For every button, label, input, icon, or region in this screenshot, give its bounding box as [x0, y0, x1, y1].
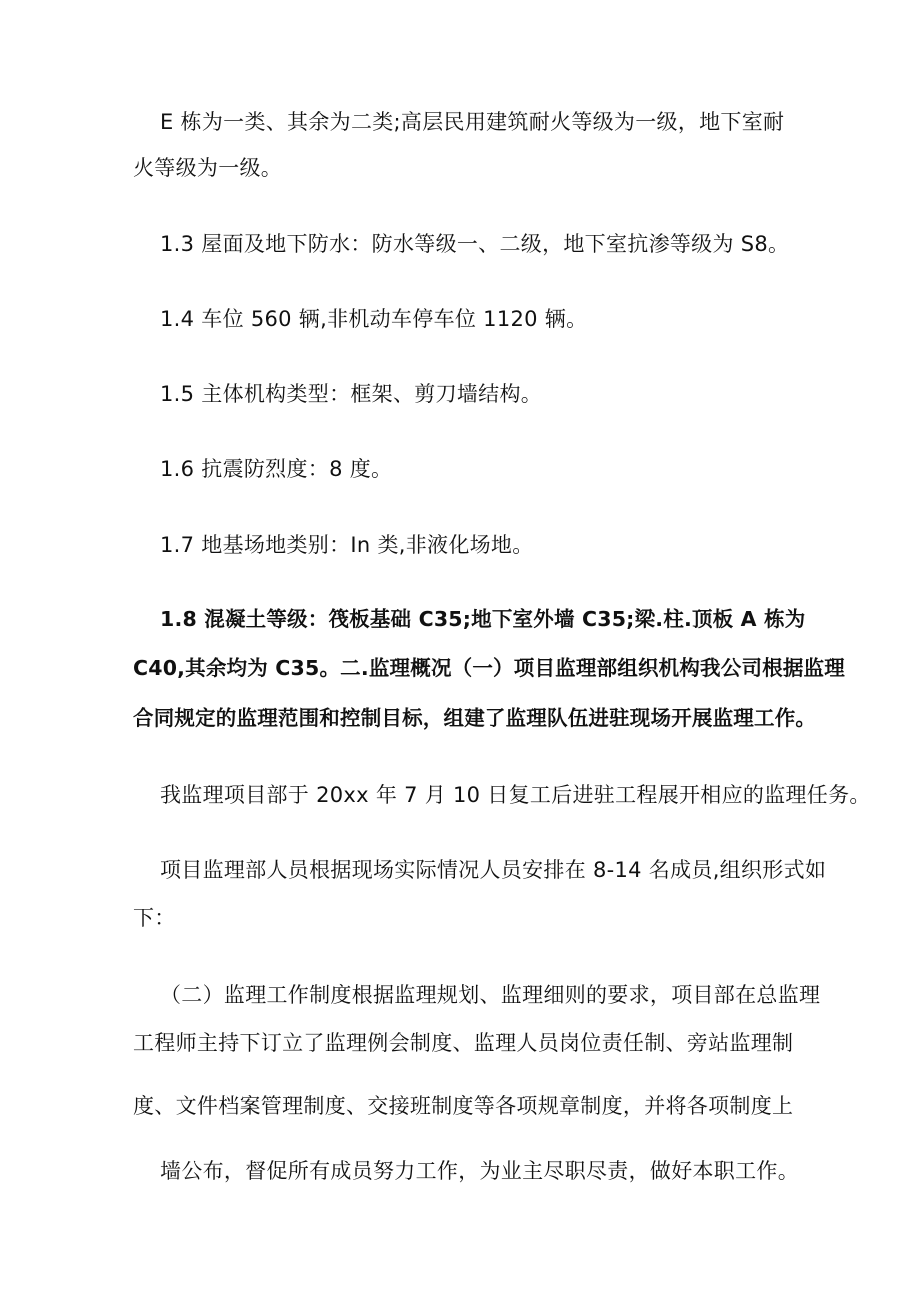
item-1-8-line-1: 1.8 混凝土等级：筏板基础 C35;地下室外墙 C35;梁.柱.顶板 A 栋为	[160, 607, 806, 631]
paragraph-entry-date: 我监理项目部于 20xx 年 7 月 10 日复工后进驻工程展开相应的监理任务。	[160, 783, 871, 807]
paragraph-system-line-1: （二）监理工作制度根据监理规划、监理细则的要求，项目部在总监理	[160, 983, 821, 1007]
item-1-8-line-3: 合同规定的监理范围和控制目标，组建了监理队伍进驻现场开展监理工作。	[133, 706, 817, 730]
item-1-8-line-2: C40,其余均为 C35。二.监理概况（一）项目监理部组织机构我公司根据监理	[133, 656, 845, 680]
paragraph-staffing-line-2: 下：	[133, 906, 176, 930]
item-1-5: 1.5 主体机构类型：框架、剪刀墙结构。	[160, 382, 543, 406]
paragraph-system-line-3: 度、文件档案管理制度、交接班制度等各项规章制度，并将各项制度上	[133, 1094, 794, 1118]
paragraph-1-line-2: 火等级为一级。	[133, 156, 283, 180]
item-1-6: 1.6 抗震防烈度：8 度。	[160, 457, 393, 481]
item-1-7: 1.7 地基场地类别：In 类,非液化场地。	[160, 533, 534, 557]
paragraph-system-line-4: 墙公布，督促所有成员努力工作，为业主尽职尽责，做好本职工作。	[160, 1159, 799, 1183]
paragraph-system-line-2: 工程师主持下订立了监理例会制度、监理人员岗位责任制、旁站监理制	[133, 1031, 794, 1055]
item-1-3: 1.3 屋面及地下防水：防水等级一、二级，地下室抗渗等级为 S8。	[160, 232, 790, 256]
paragraph-staffing-line-1: 项目监理部人员根据现场实际情况人员安排在 8-14 名成员,组织形式如	[160, 858, 827, 882]
paragraph-1-line-1: E 栋为一类、其余为二类;高层民用建筑耐火等级为一级，地下室耐	[160, 110, 785, 134]
item-1-4: 1.4 车位 560 辆,非机动车停车位 1120 辆。	[160, 307, 588, 331]
